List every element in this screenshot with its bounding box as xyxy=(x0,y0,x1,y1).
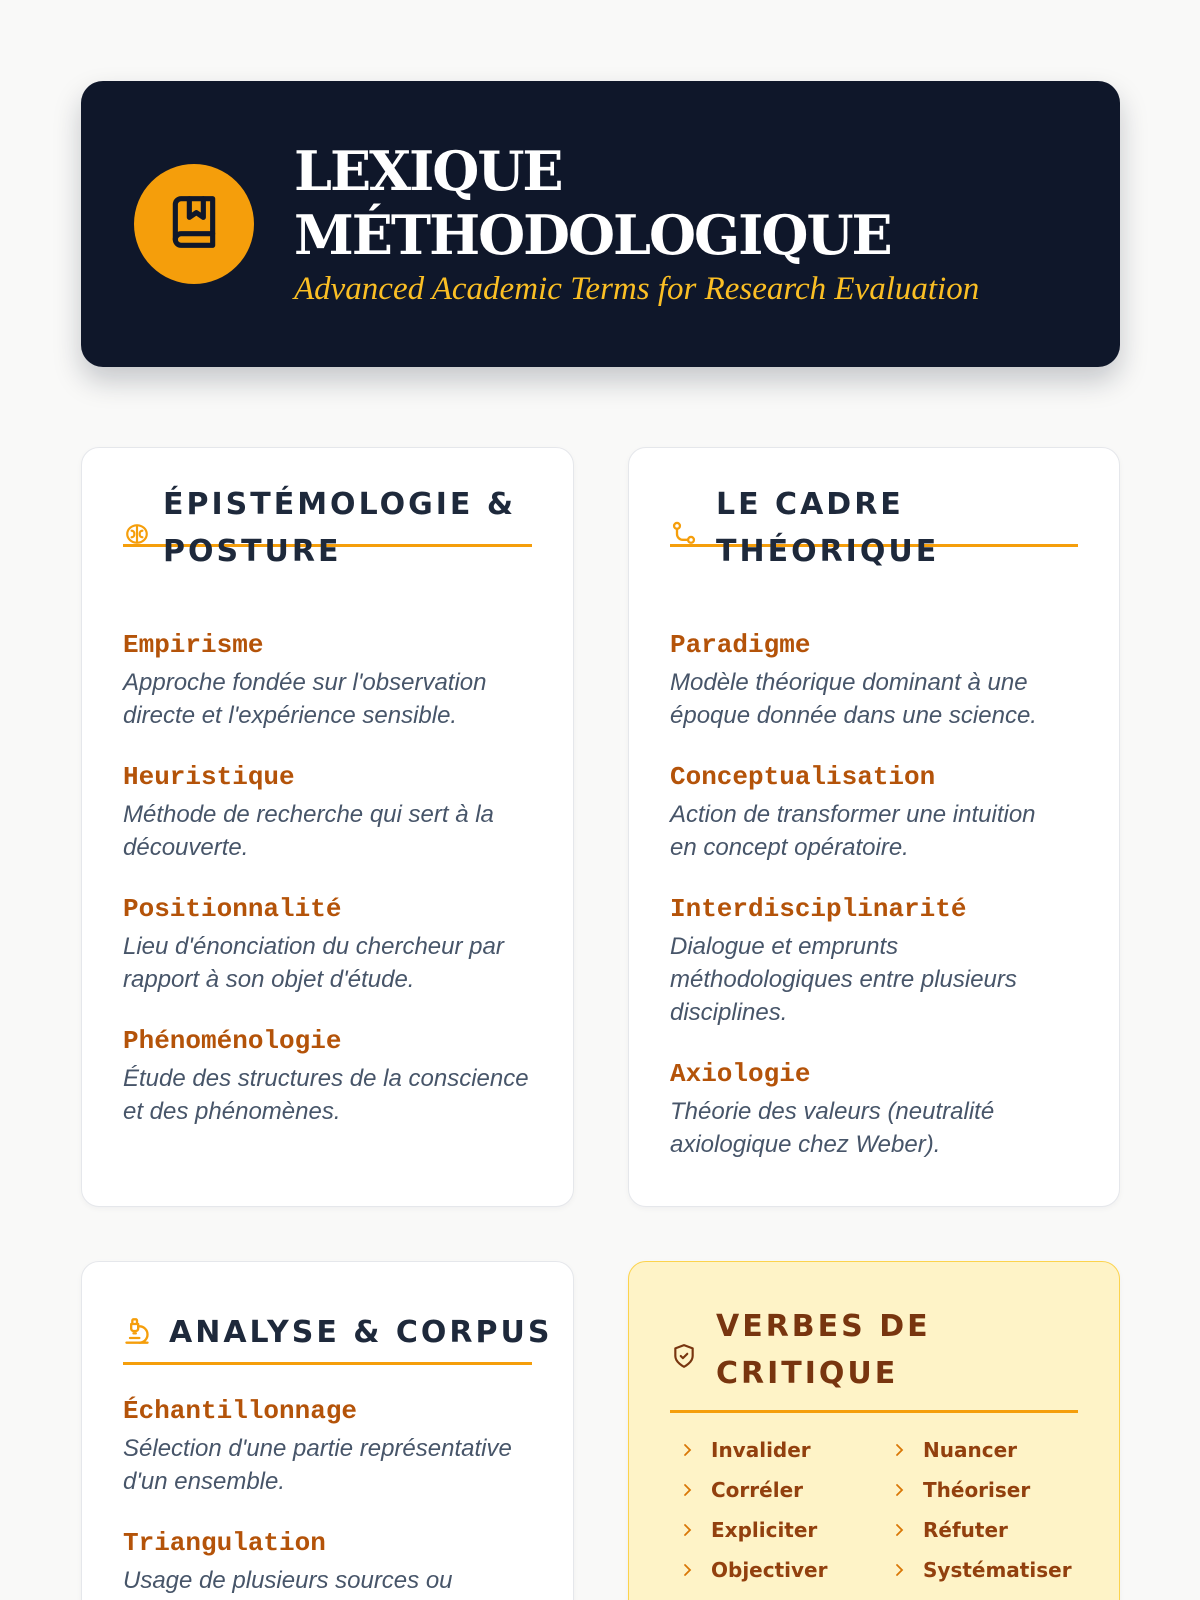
term-list xyxy=(123,629,543,1157)
card-title-line-2: CRITIQUE xyxy=(716,1356,899,1391)
page-title-line-2: MÉTHODOLOGIQUE xyxy=(294,203,891,267)
term-name: Échantillonnage xyxy=(123,1396,358,1426)
term-definition xyxy=(670,930,1089,1029)
term-definition xyxy=(670,798,1089,864)
card-title-line-2: POSTURE xyxy=(163,534,342,569)
term-name: Phénoménologie xyxy=(123,1026,342,1056)
verb-label: Corréler xyxy=(711,1478,803,1502)
term-item xyxy=(123,1527,543,1597)
verb-item xyxy=(891,1516,1099,1544)
card-title: ANALYSE & CORPUS xyxy=(169,1315,553,1350)
verb-item xyxy=(679,1516,891,1544)
card-title-line-2: THÉORIQUE xyxy=(716,534,940,569)
term-definition xyxy=(123,1564,543,1597)
page-title xyxy=(294,139,1094,267)
term-item xyxy=(670,1058,1089,1161)
definition-line: Approche fondée sur l'observation xyxy=(123,669,487,696)
card-title xyxy=(716,1303,1096,1397)
verb-item xyxy=(679,1436,891,1464)
chevron-right-icon xyxy=(679,1561,697,1579)
verb-label: Réfuter xyxy=(923,1518,1008,1542)
definition-line: en concept opératoire. xyxy=(670,834,909,861)
card-header xyxy=(670,1303,1078,1413)
definition-line: d'un ensemble. xyxy=(123,1468,286,1495)
definition-line: directe et l'expérience sensible. xyxy=(123,702,458,729)
definition-line: Lieu d'énonciation du chercheur par xyxy=(123,933,504,960)
verb-list xyxy=(679,1436,1099,1584)
definition-line: rapport à son objet d'étude. xyxy=(123,966,415,993)
card-analyse-corpus xyxy=(81,1261,574,1600)
definition-line: Théorie des valeurs (neutralité xyxy=(670,1098,995,1125)
term-name: Interdisciplinarité xyxy=(670,894,967,924)
verb-label: Expliciter xyxy=(711,1518,818,1542)
term-name: Empirisme xyxy=(123,630,264,660)
card-epistemologie xyxy=(81,447,574,1207)
microscope-icon xyxy=(123,1317,151,1345)
card-cadre-theorique xyxy=(628,447,1120,1207)
brain-icon xyxy=(123,520,151,548)
term-item xyxy=(670,629,1089,732)
term-definition xyxy=(123,1062,543,1128)
verb-label: Invalider xyxy=(711,1438,811,1462)
page-title-line-1: LEXIQUE xyxy=(294,139,562,203)
term-item xyxy=(123,1025,543,1128)
definition-line: Sélection d'une partie représentative xyxy=(123,1435,512,1462)
term-name: Heuristique xyxy=(123,762,295,792)
definition-line: découverte. xyxy=(123,834,249,861)
card-title-line-1: VERBES DE xyxy=(716,1309,931,1344)
term-definition xyxy=(123,666,543,732)
term-item xyxy=(123,629,543,732)
chevron-right-icon xyxy=(891,1561,909,1579)
definition-line: Méthode de recherche qui sert à la xyxy=(123,801,494,828)
shield-check-icon xyxy=(670,1342,698,1370)
chevron-right-icon xyxy=(679,1521,697,1539)
term-name: Paradigme xyxy=(670,630,811,660)
verb-item xyxy=(679,1556,891,1584)
definition-line: Action de transformer une intuition xyxy=(670,801,1036,828)
verb-item xyxy=(891,1436,1099,1464)
card-verbes-critique xyxy=(628,1261,1120,1600)
header-banner xyxy=(81,81,1120,367)
term-name: Positionnalité xyxy=(123,894,342,924)
term-definition xyxy=(123,1432,543,1498)
term-name: Conceptualisation xyxy=(670,762,936,792)
header-icon-badge xyxy=(134,164,254,284)
verb-label: Nuancer xyxy=(923,1438,1017,1462)
verb-item xyxy=(891,1476,1099,1504)
term-definition xyxy=(123,798,543,864)
verb-label: Théoriser xyxy=(923,1478,1031,1502)
term-definition xyxy=(670,666,1089,732)
term-list xyxy=(123,1395,543,1600)
chevron-right-icon xyxy=(891,1441,909,1459)
definition-line: axiologique chez Weber). xyxy=(670,1131,941,1158)
definition-line: Usage de plusieurs sources ou xyxy=(123,1567,453,1594)
definition-line: méthodologiques entre plusieurs xyxy=(670,966,1017,993)
term-item xyxy=(123,761,543,864)
verb-label: Systématiser xyxy=(923,1558,1072,1582)
definition-line: époque donnée dans une science. xyxy=(670,702,1037,729)
term-name: Triangulation xyxy=(123,1528,326,1558)
verb-item xyxy=(891,1556,1099,1584)
term-list xyxy=(670,629,1089,1190)
chevron-right-icon xyxy=(679,1481,697,1499)
definition-line: Modèle théorique dominant à une xyxy=(670,669,1028,696)
card-header xyxy=(670,487,1078,569)
definition-line: et des phénomènes. xyxy=(123,1098,341,1125)
page-subtitle: Advanced Academic Terms for Research Evaluation xyxy=(294,271,980,307)
branch-icon xyxy=(670,520,698,548)
card-header xyxy=(123,487,532,569)
term-definition xyxy=(123,930,543,996)
card-title xyxy=(163,481,563,575)
chevron-right-icon xyxy=(891,1521,909,1539)
term-item xyxy=(123,1395,543,1498)
term-definition xyxy=(670,1095,1089,1161)
chevron-right-icon xyxy=(679,1441,697,1459)
term-name: Axiologie xyxy=(670,1059,811,1089)
card-header xyxy=(123,1303,553,1365)
definition-line: disciplines. xyxy=(670,999,788,1026)
verb-label: Objectiver xyxy=(711,1558,828,1582)
term-item xyxy=(123,893,543,996)
card-title-line-1: ÉPISTÉMOLOGIE & xyxy=(163,487,516,522)
term-item xyxy=(670,761,1089,864)
definition-line: Dialogue et emprunts xyxy=(670,933,899,960)
card-title xyxy=(716,481,1096,575)
term-item xyxy=(670,893,1089,1029)
chevron-right-icon xyxy=(891,1481,909,1499)
definition-line: Étude des structures de la conscience xyxy=(123,1065,529,1092)
card-title-line-1: LE CADRE xyxy=(716,487,904,522)
verb-item xyxy=(679,1476,891,1504)
book-bookmark-icon xyxy=(166,194,222,254)
